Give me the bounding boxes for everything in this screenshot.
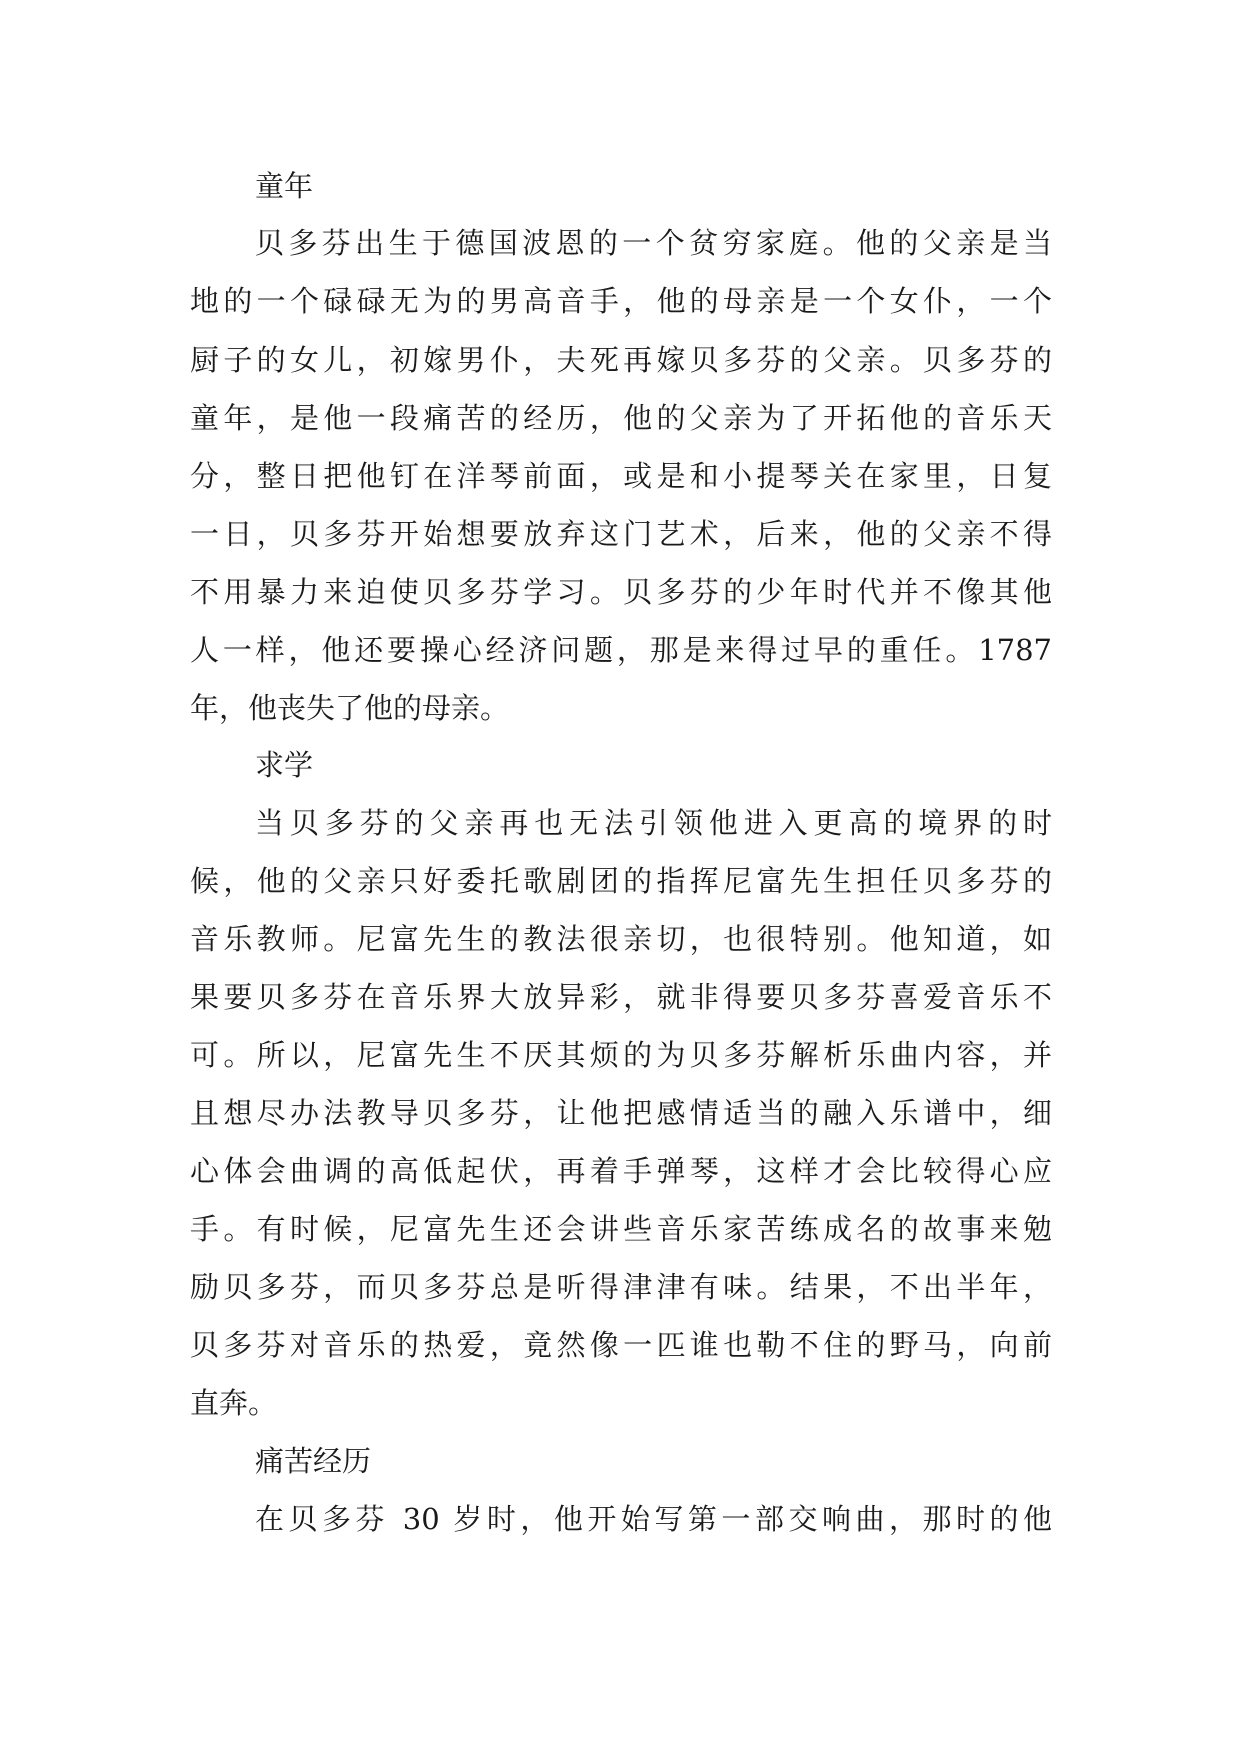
paragraph-line: 候，他的父亲只好委托歌剧团的指挥尼富先生担任贝多芬的 bbox=[190, 864, 1052, 898]
section-heading-hardship: 痛苦经历 bbox=[255, 1444, 372, 1478]
paragraph-line: 直奔。 bbox=[190, 1386, 278, 1420]
paragraph-line: 贝多芬对音乐的热爱，竟然像一匹谁也勒不住的野马，向前 bbox=[190, 1328, 1052, 1362]
section-heading-childhood: 童年 bbox=[255, 169, 314, 203]
paragraph-line: 果要贝多芬在音乐界大放异彩，就非得要贝多芬喜爱音乐不 bbox=[190, 980, 1052, 1014]
section-heading-study: 求学 bbox=[255, 748, 314, 782]
paragraph-line: 在贝多芬 30 岁时，他开始写第一部交响曲，那时的他 bbox=[255, 1502, 1052, 1536]
paragraph-line: 人一样，他还要操心经济问题，那是来得过早的重任。1787 bbox=[190, 633, 1052, 667]
paragraph-line: 励贝多芬，而贝多芬总是听得津津有味。结果，不出半年， bbox=[190, 1270, 1052, 1304]
paragraph-line: 不用暴力来迫使贝多芬学习。贝多芬的少年时代并不像其他 bbox=[190, 575, 1052, 609]
paragraph-line: 年，他丧失了他的母亲。 bbox=[190, 691, 510, 725]
paragraph-line: 童年，是他一段痛苦的经历，他的父亲为了开拓他的音乐天 bbox=[190, 401, 1052, 435]
paragraph-line: 音乐教师。尼富先生的教法很亲切，也很特别。他知道，如 bbox=[190, 922, 1052, 956]
paragraph-line: 贝多芬出生于德国波恩的一个贫穷家庭。他的父亲是当 bbox=[255, 226, 1052, 260]
paragraph-line: 一日，贝多芬开始想要放弃这门艺术，后来，他的父亲不得 bbox=[190, 517, 1052, 551]
paragraph-line: 手。有时候，尼富先生还会讲些音乐家苦练成名的故事来勉 bbox=[190, 1212, 1052, 1246]
paragraph-line: 且想尽办法教导贝多芬，让他把感情适当的融入乐谱中，细 bbox=[190, 1096, 1052, 1130]
paragraph-line: 心体会曲调的高低起伏，再着手弹琴，这样才会比较得心应 bbox=[190, 1154, 1052, 1188]
paragraph-line: 当贝多芬的父亲再也无法引领他进入更高的境界的时 bbox=[255, 806, 1052, 840]
paragraph-line: 厨子的女儿，初嫁男仆，夫死再嫁贝多芬的父亲。贝多芬的 bbox=[190, 343, 1052, 377]
paragraph-line: 地的一个碌碌无为的男高音手，他的母亲是一个女仆，一个 bbox=[190, 284, 1052, 318]
paragraph-line: 可。所以，尼富先生不厌其烦的为贝多芬解析乐曲内容，并 bbox=[190, 1038, 1052, 1072]
paragraph-line: 分，整日把他钉在洋琴前面，或是和小提琴关在家里，日复 bbox=[190, 459, 1052, 493]
